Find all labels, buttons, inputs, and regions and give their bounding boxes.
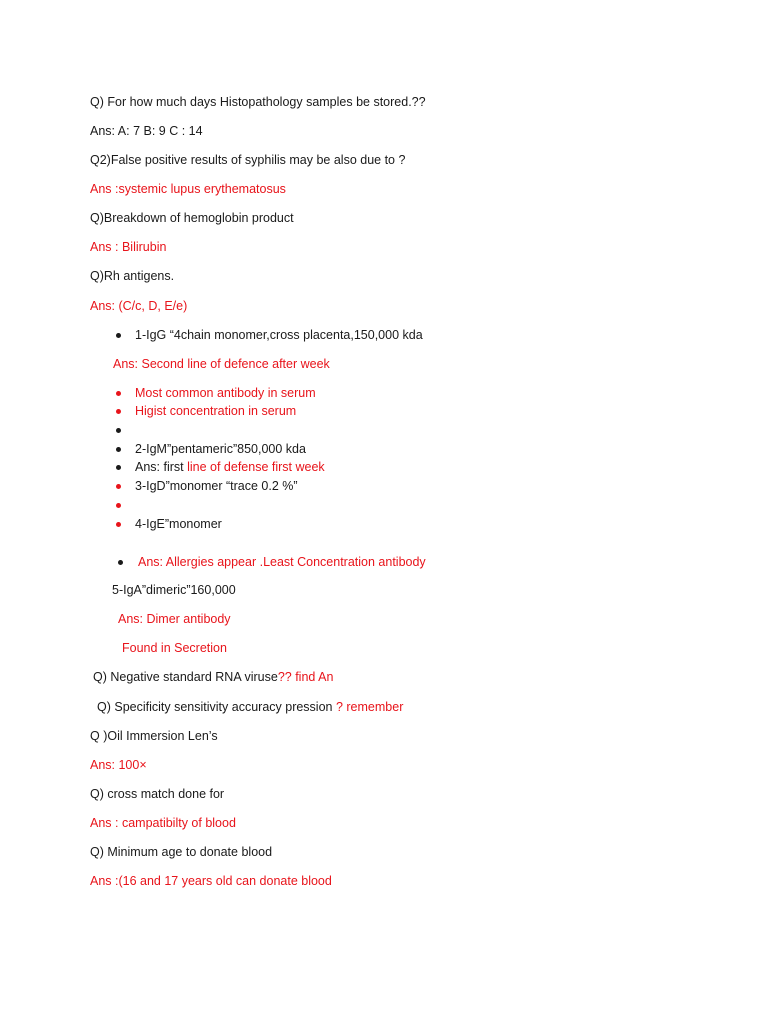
list-item: 4-IgE”monomer	[135, 517, 222, 531]
question-line: Q) Minimum age to donate blood	[90, 845, 273, 859]
bullet-icon	[116, 409, 121, 414]
bullet-icon	[116, 391, 121, 396]
bullet-icon	[116, 465, 121, 470]
bullet-icon	[118, 560, 123, 565]
question-text: Q) Negative standard RNA viruse	[93, 670, 278, 684]
list-item: 5-IgA”dimeric”160,000	[112, 583, 236, 597]
question-line: Q) cross match done for	[90, 787, 225, 801]
answer-line: Ans :systemic lupus erythematosus	[90, 182, 286, 196]
list-item: Higist concentration in serum	[135, 404, 297, 418]
answer-line: Ans: A: 7 B: 9 C : 14	[90, 124, 203, 138]
answer-line: Ans: 100×	[90, 758, 147, 772]
question-line	[93, 669, 333, 685]
answer-line: Ans: Dimer antibody	[118, 612, 231, 626]
answer-text: line of defense first week	[187, 460, 325, 474]
answer-line: Ans: (C/c, D, E/e)	[90, 299, 188, 313]
list-item: 2-IgM”pentameric”850,000 kda	[135, 442, 306, 456]
bullet-icon	[116, 484, 121, 489]
bullet-icon	[116, 333, 121, 338]
question-note: ? remember	[335, 700, 404, 714]
list-item	[135, 459, 325, 475]
answer-line: Ans :(16 and 17 years old can donate blood	[90, 874, 332, 888]
question-line: Q)Breakdown of hemoglobin product	[90, 211, 294, 225]
bullet-icon	[116, 522, 121, 527]
answer-line: Ans: Second line of defence after week	[113, 357, 330, 371]
answer-line: Found in Secretion	[122, 641, 227, 655]
question-text: Q) Specificity sensitivity accuracy pression	[97, 700, 336, 714]
list-item: 3-IgD”monomer “trace 0.2 %”	[135, 479, 298, 493]
question-line: Q)Rh antigens.	[90, 269, 175, 283]
answer-line: Ans : campatibilty of blood	[90, 816, 236, 830]
question-note: ?? find An	[277, 670, 334, 684]
list-item: 1-IgG “4chain monomer,cross placenta,150,000 kda	[135, 328, 423, 342]
bullet-icon	[116, 428, 121, 433]
question-line	[97, 699, 403, 715]
list-item: Ans: Allergies appear .Least Concentration antibody	[138, 555, 426, 569]
answer-line: Ans : Bilirubin	[90, 240, 167, 254]
question-line: Q2)False positive results of syphilis may be also due to ?	[90, 153, 406, 167]
answer-prefix: Ans: first	[135, 460, 188, 474]
question-line: Q )Oil Immersion Len’s	[90, 729, 218, 743]
bullet-icon	[116, 447, 121, 452]
bullet-icon	[116, 503, 121, 508]
list-item: Most common antibody in serum	[135, 386, 316, 400]
question-line: Q) For how much days Histopathology samples be stored.??	[90, 95, 426, 109]
